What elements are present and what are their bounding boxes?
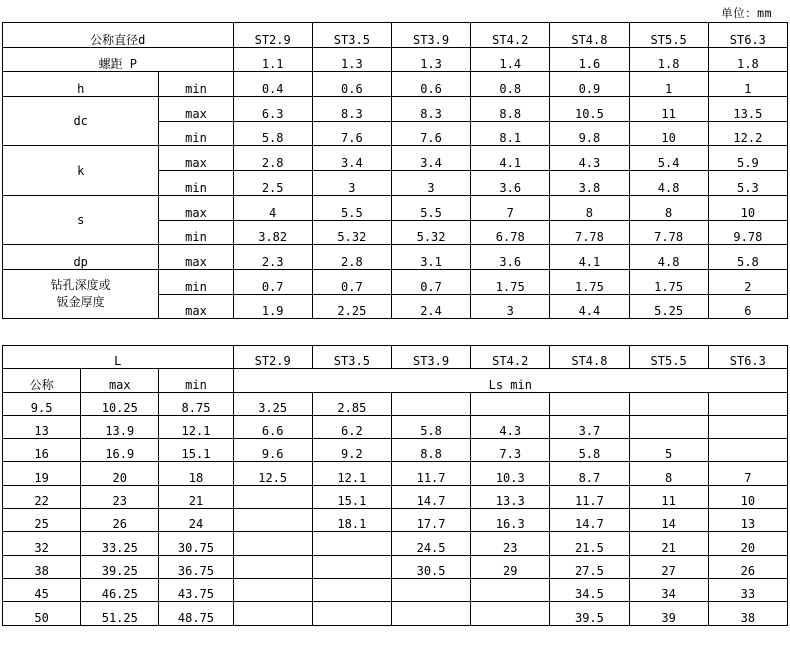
table-cell: 3.25 [233,392,312,415]
table-cell [708,415,787,438]
table-cell: 8.8 [391,439,470,462]
table-cell: 3 [312,171,391,196]
min-length-cell: 15.1 [159,439,233,462]
table-cell [312,532,391,555]
max-length-cell: 13.9 [81,415,159,438]
table-cell: 3.1 [391,245,470,270]
min-column-header: min [159,369,233,392]
table-cell: 12.5 [233,462,312,485]
table-cell: 5.9 [708,146,787,171]
table-cell: 3 [391,171,470,196]
table-cell: 7.78 [629,220,708,245]
table-cell: 11.7 [550,485,629,508]
table-cell: 7.6 [391,121,470,146]
table-cell: 5.32 [312,220,391,245]
table-cell: 2.8 [233,146,312,171]
max-length-cell: 51.25 [81,602,159,625]
table-cell: 11 [629,97,708,122]
table-cell [550,392,629,415]
dimension-spec-table [2,22,788,319]
table-cell: 30.5 [391,555,470,578]
table-cell: 3.4 [391,146,470,171]
table-cell: 6.6 [233,415,312,438]
size-header: ST4.2 [471,23,550,48]
pitch-label: 螺距 P [3,47,234,72]
table-cell: 5 [629,439,708,462]
size-header: ST3.9 [391,346,470,369]
table-cell: 14 [629,509,708,532]
table-row [3,97,788,122]
nominal-length-cell: 13 [3,415,81,438]
table-cell [391,578,470,601]
table-row [3,415,788,438]
max-length-cell: 10.25 [81,392,159,415]
table-cell: 4.1 [550,245,629,270]
h-label: h [3,72,159,97]
table-row [3,485,788,508]
min-length-cell: 18 [159,462,233,485]
table-cell: 2.8 [312,245,391,270]
table-cell [312,602,391,625]
table-cell: 1 [629,72,708,97]
table-cell [629,392,708,415]
table-cell: 1.3 [391,47,470,72]
nominal-length-cell: 32 [3,532,81,555]
size-header: ST4.8 [550,346,629,369]
min-length-cell: 8.75 [159,392,233,415]
table-cell: 39.5 [550,602,629,625]
table-row [3,555,788,578]
min-length-cell: 21 [159,485,233,508]
table-cell: 0.7 [233,269,312,294]
ls-min-header: Ls min [233,369,787,392]
table-cell [233,578,312,601]
table-cell [391,602,470,625]
table-cell: 2.85 [312,392,391,415]
table-cell: 7 [471,195,550,220]
size-header: ST3.5 [312,346,391,369]
nominal-length-cell: 9.5 [3,392,81,415]
table-row [3,195,788,220]
table-cell: 33 [708,578,787,601]
max-length-cell: 20 [81,462,159,485]
table-cell: 0.6 [391,72,470,97]
thread-length-table [2,345,788,626]
table-cell: 5.8 [391,415,470,438]
table-cell: 8.3 [391,97,470,122]
table-cell: 3 [471,294,550,319]
nominal-length-cell: 38 [3,555,81,578]
table-cell: 3.82 [233,220,312,245]
nominal-column-header: 公称 [3,369,81,392]
table-row [3,392,788,415]
size-header: ST4.2 [471,346,550,369]
table-row [3,346,788,369]
min-length-cell: 30.75 [159,532,233,555]
table-cell: 9.8 [550,121,629,146]
table-cell: 5.5 [391,195,470,220]
table-cell: 8 [629,462,708,485]
nominal-length-cell: 22 [3,485,81,508]
table-cell: 15.1 [312,485,391,508]
length-header: L [3,346,234,369]
table-cell: 10.5 [550,97,629,122]
table-cell: 1.75 [550,269,629,294]
min-length-cell: 12.1 [159,415,233,438]
table-cell: 13.5 [708,97,787,122]
table-cell: 3.6 [471,171,550,196]
table-cell: 3.8 [550,171,629,196]
nominal-length-cell: 25 [3,509,81,532]
table-cell: 12.1 [312,462,391,485]
table-cell: 5.3 [708,171,787,196]
table-cell: 1.4 [471,47,550,72]
table-cell: 0.7 [312,269,391,294]
table-cell: 12.2 [708,121,787,146]
drill-depth-label-line1: 钻孔深度或 [50,278,111,293]
max-label: max [159,146,233,171]
min-label: min [159,121,233,146]
table-cell: 9.6 [233,439,312,462]
table-row [3,23,788,48]
table-cell: 8.3 [312,97,391,122]
table-row [3,509,788,532]
table-row [3,146,788,171]
table-row [3,72,788,97]
k-label: k [3,146,159,195]
table-cell: 5.8 [708,245,787,270]
table-cell [233,509,312,532]
nominal-length-cell: 45 [3,578,81,601]
table-cell: 34 [629,578,708,601]
table-cell: 8.7 [550,462,629,485]
size-header: ST5.5 [629,346,708,369]
table-cell: 13 [708,509,787,532]
nominal-length-cell: 16 [3,439,81,462]
table-cell: 13.3 [471,485,550,508]
table-cell: 38 [708,602,787,625]
table-cell: 1.8 [629,47,708,72]
table-cell: 5.4 [629,146,708,171]
table-cell: 0.9 [550,72,629,97]
table-cell: 6.3 [233,97,312,122]
table-cell: 3.4 [312,146,391,171]
table-cell: 1.8 [708,47,787,72]
table-cell: 5.8 [550,439,629,462]
table-cell: 18.1 [312,509,391,532]
table-cell: 21 [629,532,708,555]
table-cell: 1.3 [312,47,391,72]
max-label: max [159,97,233,122]
table-row [3,602,788,625]
table-cell: 7.78 [550,220,629,245]
table-row [3,578,788,601]
table-cell [471,602,550,625]
table-row [3,47,788,72]
table-cell: 1.75 [471,269,550,294]
table-cell: 6 [708,294,787,319]
table-cell: 5.25 [629,294,708,319]
size-header: ST5.5 [629,23,708,48]
size-header: ST6.3 [708,346,787,369]
s-label: s [3,195,159,244]
table-cell: 4.8 [629,171,708,196]
table-cell [471,392,550,415]
table-cell: 2.5 [233,171,312,196]
table-cell: 9.2 [312,439,391,462]
table-cell: 5.5 [312,195,391,220]
drill-depth-label-line2: 钣金厚度 [56,295,105,310]
size-header: ST4.8 [550,23,629,48]
table-cell: 2 [708,269,787,294]
table-cell: 10 [708,485,787,508]
max-length-cell: 23 [81,485,159,508]
table-cell: 0.8 [471,72,550,97]
table-cell: 4.8 [629,245,708,270]
table-cell: 39 [629,602,708,625]
table-cell: 34.5 [550,578,629,601]
table-row [3,369,788,392]
table-cell: 1.9 [233,294,312,319]
table-cell: 4.4 [550,294,629,319]
table-cell [391,392,470,415]
table-cell: 1.6 [550,47,629,72]
table-cell: 8.1 [471,121,550,146]
min-label: min [159,220,233,245]
table-cell [233,485,312,508]
table-cell: 8 [550,195,629,220]
table-cell [233,555,312,578]
table-row [3,269,788,294]
table-cell: 20 [708,532,787,555]
table-cell: 0.6 [312,72,391,97]
table-cell: 0.4 [233,72,312,97]
table-cell: 6.2 [312,415,391,438]
table-cell [233,532,312,555]
table-cell: 10 [629,121,708,146]
table-cell: 27.5 [550,555,629,578]
dc-label: dc [3,97,159,146]
table-cell: 17.7 [391,509,470,532]
max-column-header: max [81,369,159,392]
nominal-diameter-header: 公称直径d [3,23,234,48]
table-cell: 3.6 [471,245,550,270]
table-cell: 4.3 [471,415,550,438]
table-row [3,245,788,270]
table-cell: 4.1 [471,146,550,171]
table-cell: 11 [629,485,708,508]
table-cell: 1.1 [233,47,312,72]
size-header: ST2.9 [233,346,312,369]
min-length-cell: 36.75 [159,555,233,578]
table-row [3,532,788,555]
table-cell: 0.7 [391,269,470,294]
table-cell: 14.7 [391,485,470,508]
table-cell: 2.4 [391,294,470,319]
table-cell: 21.5 [550,532,629,555]
table-cell: 26 [708,555,787,578]
min-label: min [159,171,233,196]
table-cell: 4 [233,195,312,220]
table-cell [708,439,787,462]
table-cell: 10.3 [471,462,550,485]
table-cell: 5.32 [391,220,470,245]
table-cell [312,555,391,578]
table-cell [471,578,550,601]
size-header: ST6.3 [708,23,787,48]
min-label: min [159,72,233,97]
table-row [3,462,788,485]
table-cell: 1.75 [629,269,708,294]
table-cell: 16.3 [471,509,550,532]
table-cell: 2.25 [312,294,391,319]
table-cell: 7 [708,462,787,485]
nominal-length-cell: 19 [3,462,81,485]
table-cell: 7.3 [471,439,550,462]
table-row [3,439,788,462]
table-cell [708,392,787,415]
table-cell: 11.7 [391,462,470,485]
table-cell: 23 [471,532,550,555]
max-length-cell: 26 [81,509,159,532]
max-label: max [159,245,233,270]
table-cell: 29 [471,555,550,578]
dp-label: dp [3,245,159,270]
min-length-cell: 48.75 [159,602,233,625]
table-cell: 9.78 [708,220,787,245]
table-cell: 14.7 [550,509,629,532]
table-cell: 7.6 [312,121,391,146]
table-cell: 4.3 [550,146,629,171]
table-cell: 8.8 [471,97,550,122]
table-cell: 1 [708,72,787,97]
table-cell: 3.7 [550,415,629,438]
max-label: max [159,294,233,319]
max-length-cell: 46.25 [81,578,159,601]
max-length-cell: 39.25 [81,555,159,578]
max-length-cell: 16.9 [81,439,159,462]
max-label: max [159,195,233,220]
min-length-cell: 24 [159,509,233,532]
table-cell: 5.8 [233,121,312,146]
table-cell: 24.5 [391,532,470,555]
size-header: ST2.9 [233,23,312,48]
nominal-length-cell: 50 [3,602,81,625]
max-length-cell: 33.25 [81,532,159,555]
drill-depth-label [3,269,159,318]
min-label: min [159,269,233,294]
table-cell [629,415,708,438]
table-cell: 8 [629,195,708,220]
table-cell: 10 [708,195,787,220]
min-length-cell: 43.75 [159,578,233,601]
unit-label: 单位：mm [721,6,772,20]
table-cell [233,602,312,625]
table-cell: 2.3 [233,245,312,270]
size-header: ST3.9 [391,23,470,48]
size-header: ST3.5 [312,23,391,48]
table-cell [312,578,391,601]
table-cell: 6.78 [471,220,550,245]
table-cell: 27 [629,555,708,578]
